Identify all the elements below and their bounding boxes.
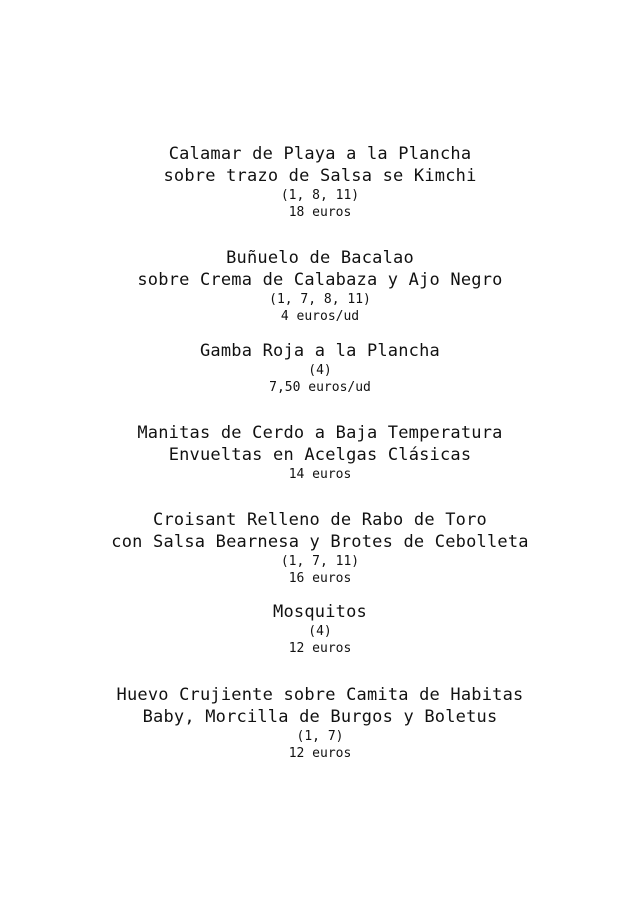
dish-name-line: Buñuelo de Bacalao bbox=[226, 248, 414, 268]
menu-item bbox=[0, 143, 640, 221]
menu-item bbox=[0, 247, 640, 325]
dish-price: 12 euros bbox=[288, 641, 352, 656]
dish-price: 7,50 euros/ud bbox=[269, 380, 371, 395]
dish-price: 14 euros bbox=[288, 467, 352, 482]
dish-allergens: (1, 8, 11) bbox=[280, 188, 360, 203]
dish-name-line: Huevo Crujiente sobre Camita de Habitas bbox=[116, 685, 524, 705]
dish-allergens: (1, 7) bbox=[296, 729, 344, 744]
menu-item bbox=[0, 684, 640, 762]
dish-name-line: Gamba Roja a la Plancha bbox=[199, 341, 440, 361]
dish-allergens: (1, 7, 8, 11) bbox=[269, 292, 371, 307]
menu-item bbox=[0, 422, 640, 483]
dish-price: 16 euros bbox=[288, 571, 352, 586]
dish-name-line: sobre trazo de Salsa se Kimchi bbox=[163, 166, 477, 186]
dish-name-line: Croisant Relleno de Rabo de Toro bbox=[153, 510, 487, 530]
dish-name-line: Mosquitos bbox=[273, 602, 367, 622]
dish-allergens: (4) bbox=[308, 624, 332, 639]
dish-name-line: Calamar de Playa a la Plancha bbox=[168, 144, 472, 164]
dish-name-line: Manitas de Cerdo a Baja Temperatura bbox=[137, 423, 503, 443]
menu-item bbox=[0, 509, 640, 587]
dish-allergens: (1, 7, 11) bbox=[280, 554, 360, 569]
dish-name-line: con Salsa Bearnesa y Brotes de Cebolleta bbox=[111, 532, 529, 552]
dish-price: 18 euros bbox=[288, 205, 352, 220]
dish-name-line: Envueltas en Acelgas Clásicas bbox=[168, 445, 472, 465]
dish-price: 4 euros/ud bbox=[280, 309, 360, 324]
menu-item bbox=[0, 340, 640, 396]
dish-price: 12 euros bbox=[288, 746, 352, 761]
dish-allergens: (4) bbox=[308, 363, 332, 378]
dish-name-line: sobre Crema de Calabaza y Ajo Negro bbox=[137, 270, 503, 290]
dish-name-line: Baby, Morcilla de Burgos y Boletus bbox=[142, 707, 498, 727]
menu-item bbox=[0, 601, 640, 657]
